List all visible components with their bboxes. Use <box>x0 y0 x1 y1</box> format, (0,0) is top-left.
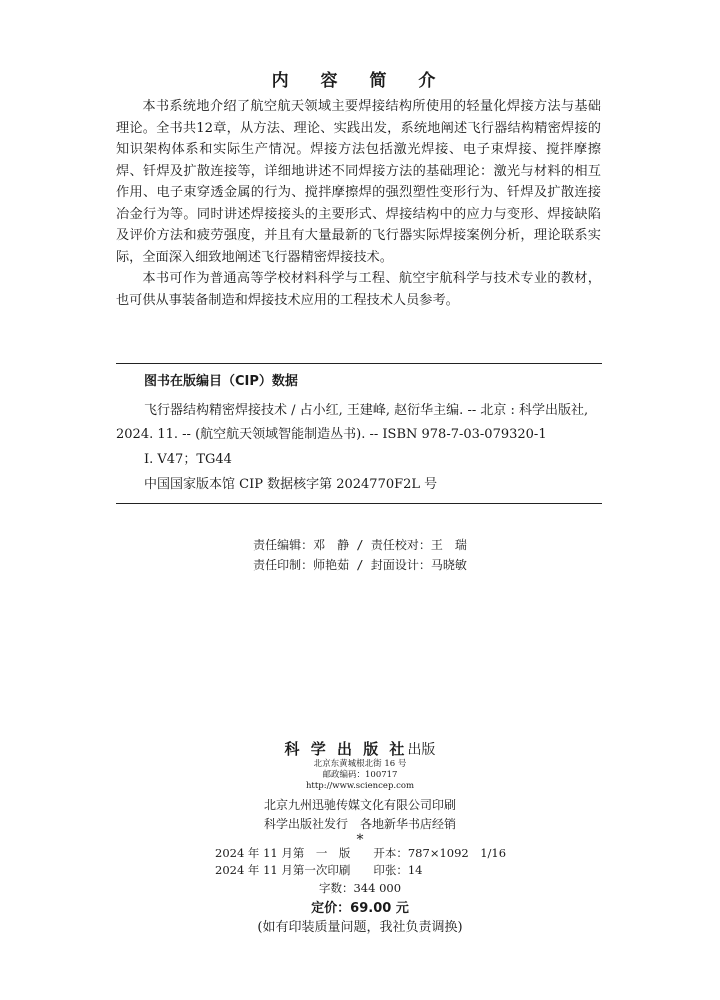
publisher-postcode: 邮政编码：100717 <box>322 770 398 780</box>
separator-asterisk: * <box>356 832 364 848</box>
price: 定价：69.00 元 <box>311 901 409 916</box>
publisher-suffix: 出版 <box>407 742 436 758</box>
cip-approval: 中国国家版本馆 CIP 数据核字第 2024770F2L 号 <box>144 477 438 492</box>
quality-note: (如有印装质量问题，我社负责调换) <box>257 920 463 935</box>
publisher-line <box>0 738 720 759</box>
credits-line-1: 责任编辑：邓 静 / 责任校对：王 瑞 <box>253 538 467 552</box>
publisher-block <box>0 738 720 846</box>
printer-line: 北京九州迅驰传媒文化有限公司印刷 <box>263 798 456 812</box>
editorial-credits <box>0 535 720 575</box>
publisher-name: 科 学 出 版 社 <box>284 740 408 758</box>
summary-paragraph-1: 本书系统地介绍了航空航天领域主要焊接结构所使用的轻量化焊接方法与基础理论。全书共12章，从方法、理论、实践出发，系统地阐述飞行器结构精密焊接的知识架构体系和实际生产情况。焊接方法包括激光焊接、电子束焊接、搅拌摩擦焊、钎焊及扩散连接等，详细地讲述不同焊接方法的基础理论：激光与材料的相互作用、电子束穿透金属的行为、搅拌摩擦焊的强烈塑性变形行为、钎焊及扩散连接冶金行为等。同时讲述焊接接头的主要形式、焊接结构中的应力与变形、焊接缺陷及评价方法和疲劳强度，并且有大量最新的飞行器实际焊接案例分析，理论联系实际，全面深入细致地阐述飞行器精密焊接技术。 <box>116 99 601 265</box>
edition-line-1: 2024 年 11 月第 一 版 开本：787×1092 1/16 <box>215 846 507 860</box>
publisher-address: 北京东黄城根北街 16 号 <box>313 759 407 769</box>
word-count: 字数：344 000 <box>318 881 402 895</box>
cip-record: 飞行器结构精密焊接技术 / 占小红, 王建峰, 赵衍华主编. -- 北京 : 科学出版社, 2024. 11. -- (航空航天领域智能制造丛书). -- ISBN 978-7-03-079320-1 <box>116 403 589 442</box>
cip-classification: I. V47；TG44 <box>144 452 232 467</box>
summary-paragraph-2: 本书可作为普通高等学校材料科学与工程、航空宇航科学与技术专业的教材，也可供从事装备制造和焊接技术应用的工程技术人员参考。 <box>116 271 601 308</box>
cip-block <box>116 363 602 504</box>
edition-line-2: 2024 年 11 月第一次印刷 印张：14 <box>215 863 423 877</box>
edition-info <box>215 845 515 879</box>
summary-body <box>116 96 601 311</box>
publisher-website: http://www.sciencep.com <box>305 781 415 791</box>
cip-heading: 图书在版编目（CIP）数据 <box>144 374 298 389</box>
summary-title: 内 容 简 介 <box>271 71 449 91</box>
credits-line-2: 责任印制：师艳茹 / 封面设计：马晓敏 <box>253 558 467 572</box>
distribution-line: 科学出版社发行 各地新华书店经销 <box>263 817 456 831</box>
